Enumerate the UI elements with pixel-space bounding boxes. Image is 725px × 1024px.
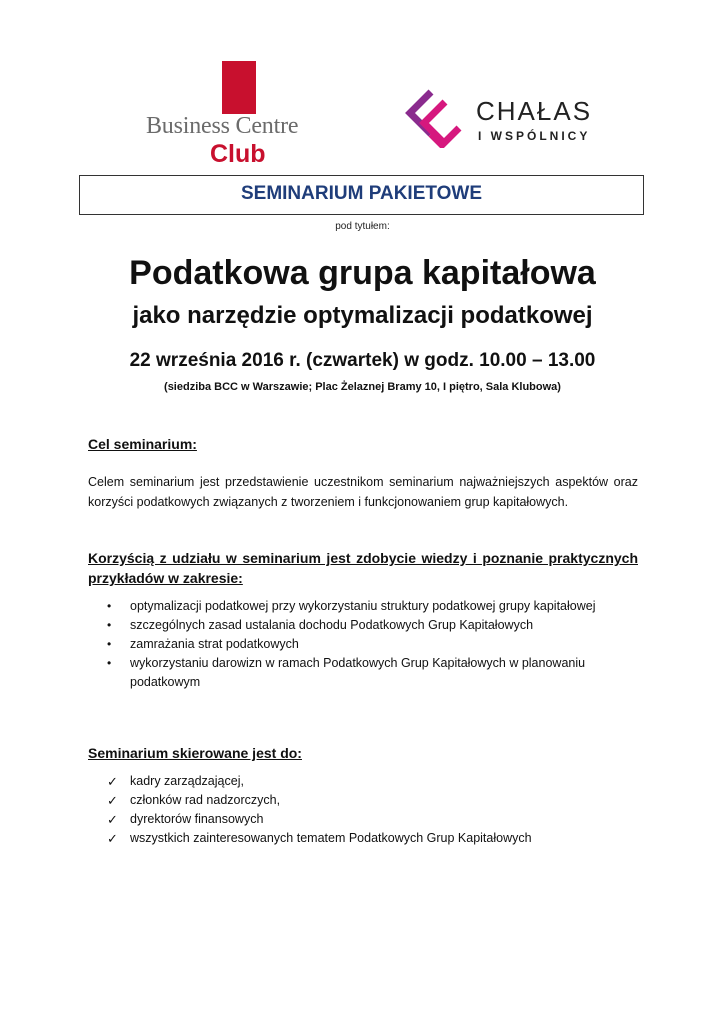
list-item — [107, 791, 627, 810]
checkmark-icon: ✓ — [107, 831, 118, 846]
list-item — [107, 654, 627, 692]
seminar-subtitle: jako narzędzie optymalizacji podatkowej — [132, 302, 593, 329]
checkmark-icon: ✓ — [107, 812, 118, 827]
bcc-logo-club-text: Club — [210, 140, 266, 168]
list-item-text: dyrektorów finansowych — [130, 812, 264, 826]
list-item-text: optymalizacji podatkowej przy wykorzystaniu struktury podatkowej grupy kapitałowej — [130, 599, 596, 613]
checkmark-icon: ✓ — [107, 774, 118, 789]
list-item — [107, 616, 627, 635]
seminar-date: 22 września 2016 r. (czwartek) w godz. 10.00 – 13.00 — [129, 350, 596, 371]
list-item — [107, 829, 627, 848]
seminar-type-box — [79, 175, 644, 215]
audience-list — [107, 772, 627, 848]
list-item-text: wszystkich zainteresowanych tematem Podatkowych Grup Kapitałowych — [130, 831, 532, 845]
list-item — [107, 597, 627, 616]
benefits-list — [107, 597, 627, 692]
bcc-logo-red-block — [222, 61, 256, 114]
benefits-heading: Korzyścią z udziału w seminarium jest zdobycie wiedzy i poznanie praktycznych przykładów w zakresie: — [88, 550, 638, 586]
bcc-logo — [146, 61, 336, 171]
goal-body: Celem seminarium jest przedstawienie uczestnikom seminarium najważniejszych aspektów oraz korzyści podatkowych związanych z tworzeniem i funkcjonowaniem grup kapitałowych. — [88, 475, 638, 509]
bullet-icon: • — [107, 637, 112, 651]
goal-heading: Cel seminarium: — [88, 436, 197, 452]
list-item — [107, 635, 627, 654]
bullet-icon: • — [107, 618, 112, 632]
chalas-logo — [404, 88, 614, 150]
list-item-text: członków rad nadzorczych, — [130, 793, 281, 807]
list-item-text: szczególnych zasad ustalania dochodu Podatkowych Grup Kapitałowych — [130, 618, 534, 632]
checkmark-icon: ✓ — [107, 793, 118, 808]
bullet-icon: • — [107, 656, 112, 670]
under-title-label: pod tytułem: — [335, 221, 390, 232]
list-item — [107, 772, 627, 791]
seminar-venue: (siedziba BCC w Warszawie; Plac Żelaznej Bramy 10, I piętro, Sala Klubowa) — [164, 381, 561, 393]
bcc-logo-text: Business Centre — [146, 113, 299, 139]
seminar-type-title: SEMINARIUM PAKIETOWE — [240, 183, 483, 204]
seminar-title: Podatkowa grupa kapitałowa — [129, 254, 596, 292]
audience-heading: Seminarium skierowane jest do: — [88, 745, 302, 761]
chalas-logo-mark-icon — [404, 88, 462, 148]
list-item-text: kadry zarządzającej, — [130, 774, 244, 788]
bullet-icon: • — [107, 599, 112, 613]
list-item-text: wykorzystaniu darowizn w ramach Podatkowych Grup Kapitałowych w planowaniu podatkowym — [130, 656, 586, 689]
chalas-logo-subtitle: I WSPÓLNICY — [478, 129, 591, 143]
list-item-text: zamrażania strat podatkowych — [130, 637, 299, 651]
chalas-logo-name: CHAŁAS — [476, 96, 593, 126]
list-item — [107, 810, 627, 829]
